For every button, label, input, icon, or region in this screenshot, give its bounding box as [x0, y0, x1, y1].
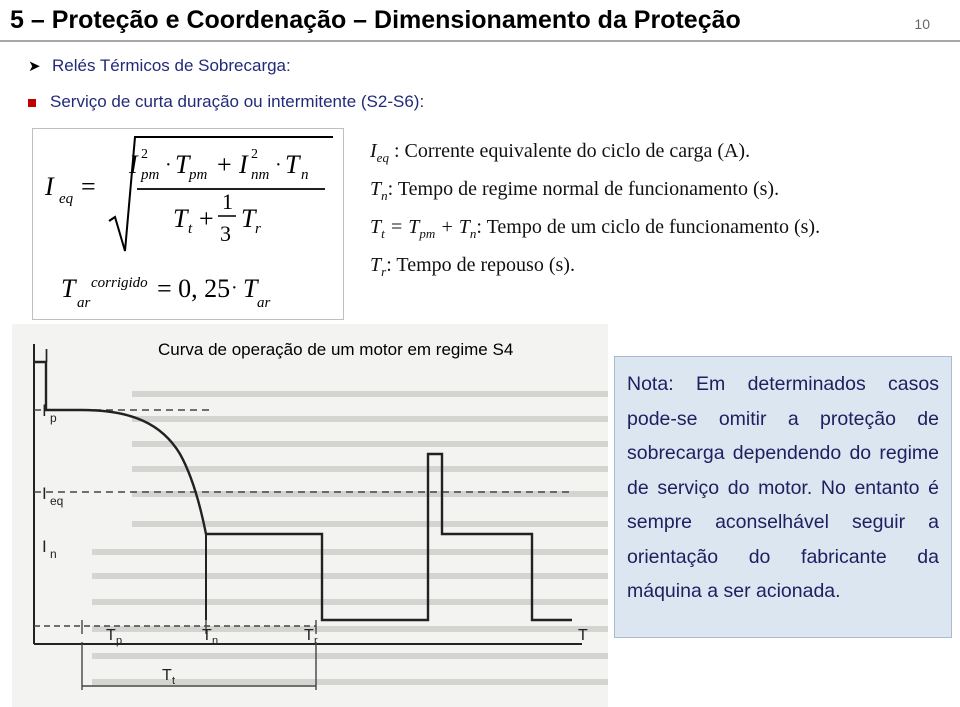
den-frac-den: 3 — [220, 221, 231, 246]
figure-caption: Curva de operação de um motor em regime S4 — [158, 340, 514, 359]
num-t1-sub: pm — [189, 167, 208, 183]
tar-dot: · — [231, 277, 238, 299]
page-number: 10 — [914, 16, 930, 32]
num-i1-sub: pm — [141, 167, 160, 183]
label-t: T — [578, 627, 588, 644]
den-tr: T — [241, 204, 256, 233]
label-tn-sub: n — [212, 635, 219, 647]
def-text: = T — [389, 216, 420, 238]
formula-box — [32, 128, 344, 320]
def-subscript: pm — [419, 226, 436, 241]
formula-svg — [33, 129, 343, 319]
label-tt-sub: t — [172, 675, 176, 687]
note-box — [614, 356, 952, 638]
operation-curve-diagram — [12, 324, 608, 707]
def-subscript: n — [469, 226, 477, 241]
label-in: I — [42, 537, 47, 556]
def-symbol: T — [370, 216, 382, 238]
def-subscript: t — [381, 226, 385, 241]
tar-rhs: = 0, 25 — [157, 274, 231, 303]
def-text: : Tempo de um ciclo de funcionamento (s). — [476, 216, 821, 238]
def-symbol: T — [370, 178, 382, 200]
label-tr: T — [304, 627, 314, 644]
scanned-figure — [12, 324, 608, 707]
num-t2: T — [285, 150, 300, 179]
num-dot2: · — [275, 154, 282, 176]
definition-tn — [370, 178, 820, 216]
scan-texture — [92, 394, 608, 682]
tar-lhs: T — [61, 274, 76, 303]
label-tp: T — [106, 627, 116, 644]
tar-rhs-t: T — [243, 274, 258, 303]
label-ieq-sub: eq — [50, 494, 64, 508]
square-bullet-icon — [28, 99, 36, 107]
def-text: : Tempo de regime normal de funcionamento (s). — [387, 178, 780, 200]
num-i1-sup: 2 — [141, 147, 148, 162]
num-i2-sup: 2 — [251, 147, 258, 162]
label-tn: T — [202, 627, 212, 644]
definitions — [370, 140, 820, 292]
num-dot1: · — [165, 154, 172, 176]
def-text: + T — [440, 216, 470, 238]
den-t: T — [173, 204, 188, 233]
num-plus: + — [217, 150, 232, 179]
y-axis-label: I — [44, 346, 50, 366]
ieq-equals: = — [81, 172, 96, 201]
tar-lhs-sub: ar — [77, 295, 91, 311]
den-t-sub: t — [188, 221, 193, 237]
def-text: : Corrente equivalente do ciclo de carga (A). — [393, 140, 751, 162]
num-i2: I — [239, 150, 248, 179]
label-in-sub: n — [50, 547, 57, 561]
bullet-level2-text: Serviço de curta duração ou intermitente (S2-S6): — [50, 92, 425, 111]
bullet-level1-text: Relés Térmicos de Sobrecarga: — [52, 56, 291, 75]
def-subscript: eq — [376, 150, 389, 165]
den-frac-num: 1 — [222, 189, 233, 214]
def-subscript: r — [381, 264, 387, 279]
num-i2-sub: nm — [251, 167, 270, 183]
label-tr-sub: r — [314, 635, 318, 647]
ieq-lhs: I — [45, 172, 54, 201]
label-tp-sub: p — [116, 635, 123, 647]
definition-tt — [370, 216, 820, 254]
bullet-level2 — [28, 92, 424, 112]
num-t1: T — [175, 150, 190, 179]
def-text: : Tempo de repouso (s). — [386, 254, 575, 276]
tar-rhs-sub: ar — [257, 295, 271, 311]
den-tr-sub: r — [255, 221, 261, 237]
definition-tr — [370, 254, 820, 292]
def-subscript: n — [381, 188, 388, 203]
label-ieq: I — [42, 484, 47, 503]
num-i1: I — [129, 150, 138, 179]
def-symbol: T — [370, 254, 382, 276]
note-lead: Nota: — [627, 373, 674, 395]
num-t2-sub: n — [301, 167, 309, 183]
arrow-bullet-icon: ➤ — [28, 58, 41, 75]
label-tt: T — [162, 667, 172, 684]
bullet-level1 — [28, 56, 291, 76]
note-text: Em determinados casos pode-se omitir a proteção de sobrecarga dependendo do regime de serviço do motor. No entanto é sempre aconselhável seguir a orientação do fabricante da máquina a ser acionada. — [627, 373, 940, 602]
title-divider — [0, 40, 960, 42]
den-plus: + — [199, 204, 214, 233]
tar-lhs-sup: corrigido — [91, 275, 148, 291]
label-ip-sub: p — [50, 411, 57, 425]
ieq-lhs-sub: eq — [59, 191, 74, 207]
label-ip: I — [42, 401, 47, 420]
def-symbol: I — [370, 140, 377, 162]
definition-ieq — [370, 140, 820, 178]
page-title: 5 – Proteção e Coordenação – Dimensionamento da Proteção — [10, 6, 741, 34]
